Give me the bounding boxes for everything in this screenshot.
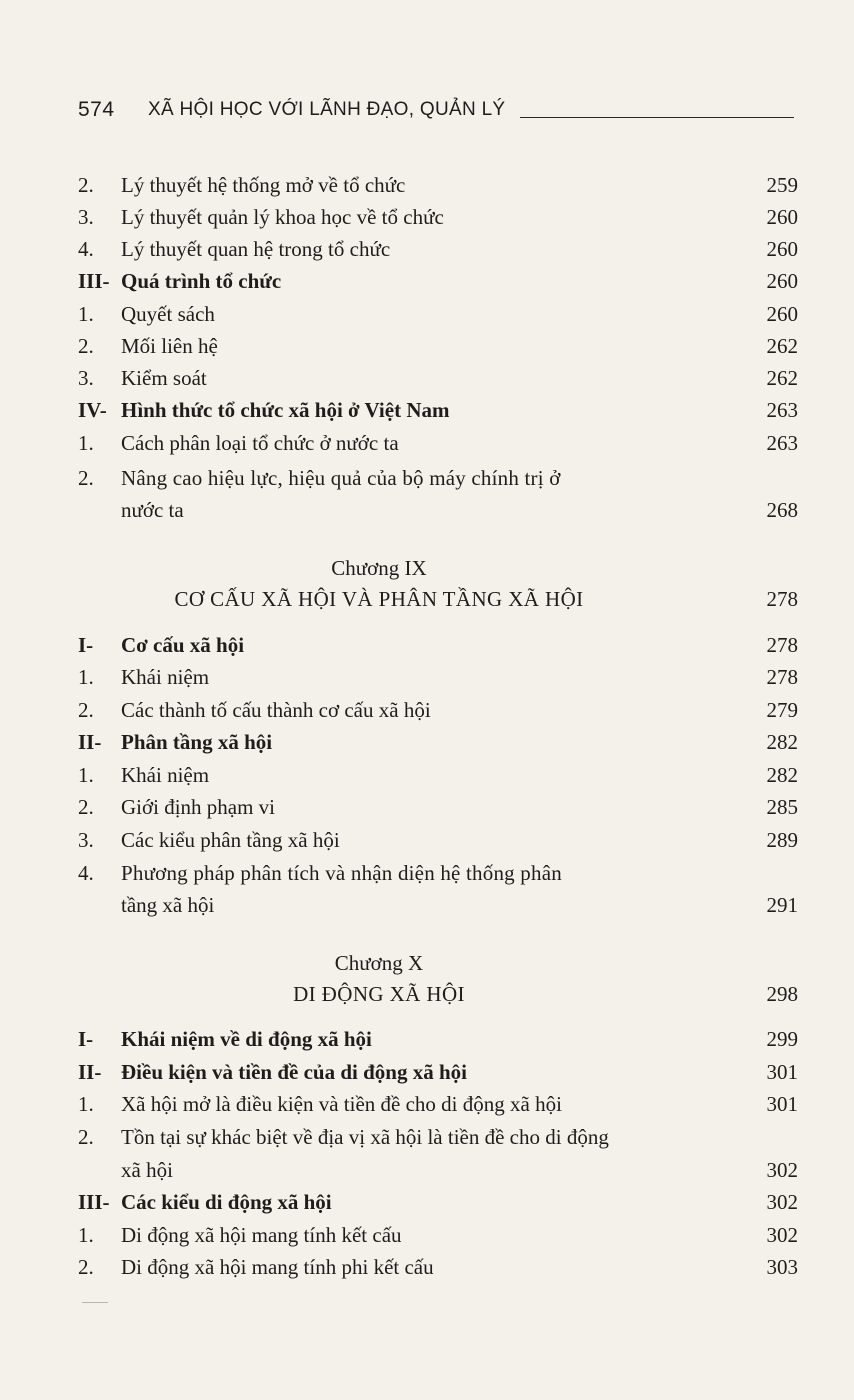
toc-entry-page: 303 <box>766 1255 798 1279</box>
toc-entry <box>78 1122 798 1152</box>
toc-entry <box>78 825 798 855</box>
chapter-title: CƠ CẤU XÃ HỘI VÀ PHÂN TẦNG XÃ HỘI <box>174 587 584 611</box>
toc-section-number: III- <box>78 269 110 293</box>
toc-entry-page: 278 <box>766 633 798 657</box>
toc-entry-title: Giới định phạm vi <box>121 795 276 819</box>
toc-entry-title: Cách phân loại tổ chức ở nước ta <box>121 431 399 455</box>
toc-entry-page: 291 <box>766 893 798 917</box>
toc-entry-page: 279 <box>766 698 798 722</box>
toc-entry-number: 2. <box>78 466 94 490</box>
toc-entry-page: 299 <box>766 1027 798 1051</box>
toc-entry-page: 263 <box>766 398 798 422</box>
toc-entry-number: 3. <box>78 205 94 229</box>
toc-entry-number: 1. <box>78 302 94 326</box>
toc-entry <box>78 331 798 361</box>
toc-entry-number: 1. <box>78 1223 94 1247</box>
toc-entry-page: 301 <box>766 1060 798 1084</box>
page-footer-mark <box>82 1302 108 1303</box>
toc-entry-page: 289 <box>766 828 798 852</box>
toc-entry-number: 2. <box>78 795 94 819</box>
toc-section <box>78 1187 798 1217</box>
toc-entry-page: 260 <box>766 269 798 293</box>
toc-entry-title: Xã hội mở là điều kiện và tiền đề cho di động xã hội <box>121 1092 562 1116</box>
toc-entry-number: 1. <box>78 763 94 787</box>
toc-entry-title: Nâng cao hiệu lực, hiệu quả của bộ máy chính trị ở <box>121 466 561 490</box>
toc-entry-continuation <box>78 495 798 525</box>
toc-entry-title: Phương pháp phân tích và nhận diện hệ thống phân <box>121 861 562 885</box>
toc-entry-number: 2. <box>78 1125 94 1149</box>
toc-entry <box>78 234 798 264</box>
toc-section-title: Khái niệm về di động xã hội <box>121 1027 372 1051</box>
toc-entry <box>78 363 798 393</box>
toc-section-title: Các kiểu di động xã hội <box>121 1190 332 1214</box>
chapter-title: DI ĐỘNG XÃ HỘI <box>293 982 465 1006</box>
toc-section-title: Điều kiện và tiền đề của di động xã hội <box>121 1060 467 1084</box>
toc-entry <box>78 1252 798 1282</box>
toc-entry-page: 301 <box>766 1092 798 1116</box>
toc-entry-page: 260 <box>766 205 798 229</box>
toc-entry-title: Khái niệm <box>121 763 210 787</box>
toc-entry-number: 2. <box>78 698 94 722</box>
toc-entry-number: 2. <box>78 1255 94 1279</box>
toc-entry-page: 260 <box>766 302 798 326</box>
toc-section <box>78 395 798 425</box>
toc-entry-page: 268 <box>766 498 798 522</box>
toc-entry-number: 3. <box>78 828 94 852</box>
toc-entry-number: 1. <box>78 665 94 689</box>
toc-entry-title: Mối liên hệ <box>121 334 218 358</box>
toc-section-title: Hình thức tổ chức xã hội ở Việt Nam <box>121 398 450 422</box>
toc-entry <box>78 428 798 458</box>
toc-entry-page: 302 <box>766 1190 798 1214</box>
toc-entry-title: Kiểm soát <box>121 366 207 390</box>
toc-entry-page: 285 <box>766 795 798 819</box>
toc-entry-title: Các kiểu phân tầng xã hội <box>121 828 340 852</box>
toc-entry-title: Các thành tố cấu thành cơ cấu xã hội <box>121 698 431 722</box>
toc-entry <box>78 760 798 790</box>
chapter-page: 278 <box>766 587 798 611</box>
toc-section-number: I- <box>78 633 94 657</box>
toc-entry <box>78 1089 798 1119</box>
toc-entry-number: 1. <box>78 431 94 455</box>
chapter-page: 298 <box>766 982 798 1006</box>
toc-entry-title: Lý thuyết hệ thống mở về tổ chức <box>121 173 406 197</box>
toc-entry <box>78 463 798 493</box>
toc-entry-continuation <box>78 1155 798 1185</box>
toc-entry-number: 4. <box>78 861 94 885</box>
toc-entry-page: 282 <box>766 763 798 787</box>
chapter-label: Chương X <box>334 951 424 975</box>
toc-entry-page: 263 <box>766 431 798 455</box>
toc-entry-title: xã hội <box>121 1158 173 1182</box>
toc-entry-page: 302 <box>766 1158 798 1182</box>
toc-section-number: III- <box>78 1190 110 1214</box>
toc-entry-title: Di động xã hội mang tính kết cấu <box>121 1223 402 1247</box>
toc-section-number: IV- <box>78 398 107 422</box>
toc-entry <box>78 792 798 822</box>
toc-entry-page: 278 <box>766 665 798 689</box>
toc-section <box>78 1057 798 1087</box>
toc-entry-number: 2. <box>78 334 94 358</box>
toc-entry-number: 1. <box>78 1092 94 1116</box>
toc-section-number: II- <box>78 730 102 754</box>
toc-entry-title: Lý thuyết quản lý khoa học về tổ chức <box>121 205 444 229</box>
toc-entry-title: Quyết sách <box>121 302 215 326</box>
page-number: 574 <box>78 98 115 121</box>
toc-entry <box>78 662 798 692</box>
toc-entry <box>78 170 798 200</box>
toc-section <box>78 266 798 296</box>
toc-section <box>78 630 798 660</box>
page-header <box>78 98 794 128</box>
toc-entry-page: 262 <box>766 334 798 358</box>
toc-section-title: Quá trình tổ chức <box>121 269 282 293</box>
running-title: XÃ HỘI HỌC VỚI LÃNH ĐẠO, QUẢN LÝ <box>148 99 506 120</box>
header-rule <box>520 117 794 118</box>
toc-entry <box>78 695 798 725</box>
toc-entry-number: 4. <box>78 237 94 261</box>
chapter-label: Chương IX <box>331 556 427 580</box>
toc-entry <box>78 299 798 329</box>
toc-entry-title: Tồn tại sự khác biệt về địa vị xã hội là tiền đề cho di động <box>121 1125 609 1149</box>
toc-entry <box>78 858 798 888</box>
toc-entry-continuation <box>78 890 798 920</box>
toc-section <box>78 1024 798 1054</box>
toc-entry-title: Di động xã hội mang tính phi kết cấu <box>121 1255 434 1279</box>
toc-entry-title: tầng xã hội <box>121 893 215 917</box>
toc-entry-number: 2. <box>78 173 94 197</box>
toc-entry-page: 282 <box>766 730 798 754</box>
toc-section-number: II- <box>78 1060 102 1084</box>
toc-section <box>78 727 798 757</box>
toc-entry-page: 259 <box>766 173 798 197</box>
toc-entry-number: 3. <box>78 366 94 390</box>
toc-section-title: Phân tầng xã hội <box>121 730 273 754</box>
toc-entry <box>78 202 798 232</box>
toc-entry-title: Khái niệm <box>121 665 210 689</box>
toc-entry-page: 302 <box>766 1223 798 1247</box>
toc-entry-page: 262 <box>766 366 798 390</box>
toc-section-number: I- <box>78 1027 94 1051</box>
toc-entry-title: Lý thuyết quan hệ trong tổ chức <box>121 237 391 261</box>
toc-entry-title: nước ta <box>121 498 184 522</box>
toc-entry-page: 260 <box>766 237 798 261</box>
toc-section-title: Cơ cấu xã hội <box>121 633 245 657</box>
toc-entry <box>78 1220 798 1250</box>
